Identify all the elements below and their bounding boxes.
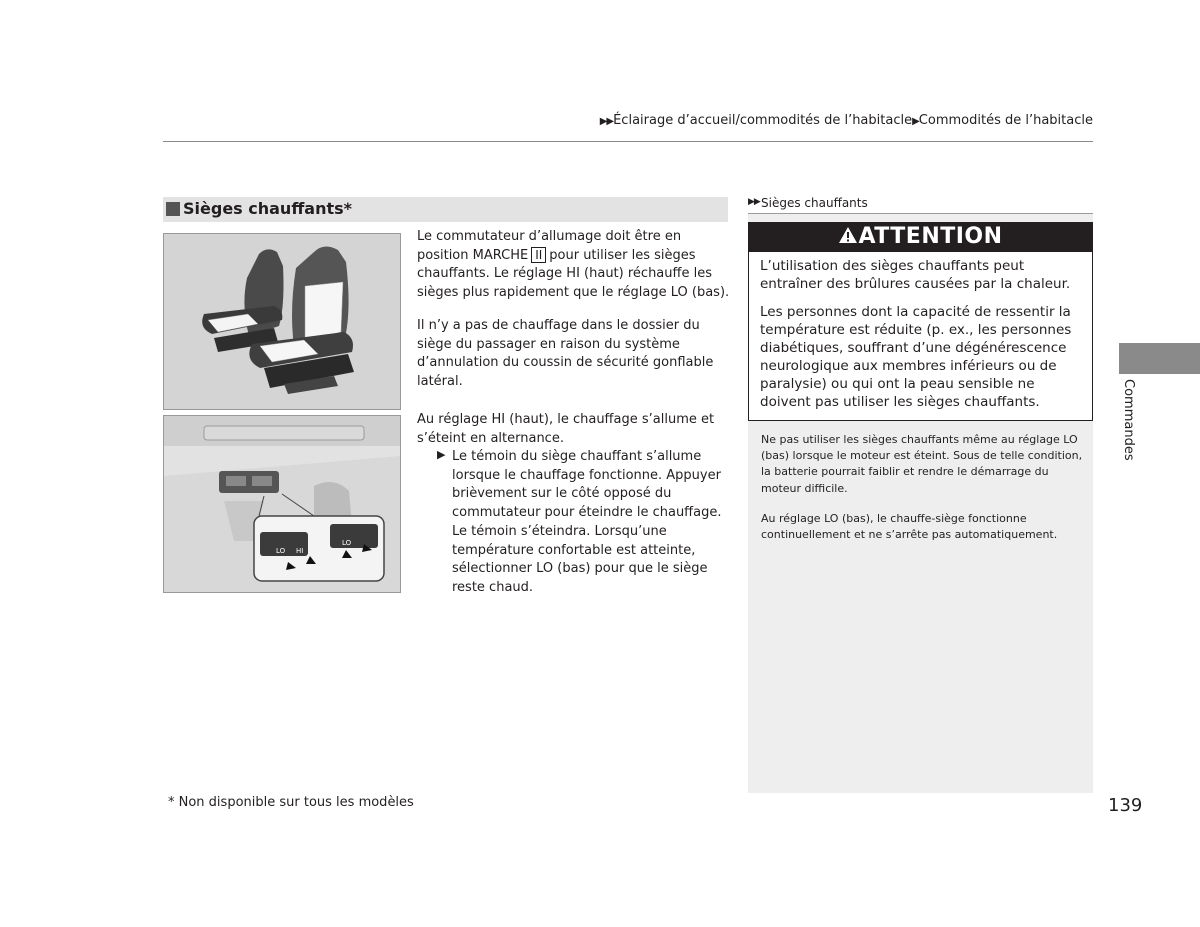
- section-title: Sièges chauffants*: [183, 199, 353, 218]
- attention-label: ATTENTION: [858, 224, 1003, 249]
- side-heading-arrow-icon: ▶▶: [748, 197, 760, 207]
- intro-text-start: Le commutateur d’allumage doit être en position MARCHE: [417, 229, 682, 263]
- passenger-backrest-paragraph: Il n’y a pas de chauffage dans le dossier du siège du passager en raison du système d’annulation du coussin de sécurité gonflable latéral.: [417, 318, 714, 390]
- heated-seat-switch-illustration: [163, 415, 401, 593]
- side-heading-text: Sièges chauffants: [761, 196, 868, 210]
- hi-setting-paragraph: Au réglage HI (haut), le chauffage s’allume et s’éteint en alternance.: [417, 412, 715, 446]
- breadcrumb-part-1: Éclairage d’accueil/commodités de l’habitacle: [613, 113, 913, 128]
- breadcrumb-part-2: Commodités de l’habitacle: [918, 113, 1093, 128]
- breadcrumb-separator-icon: ▶: [912, 116, 919, 127]
- intro-text-end: pour utiliser les sièges chauffants. Le réglage HI (haut) réchauffe les sièges plus rapidement que le réglage LO (bas).: [417, 247, 730, 301]
- switch-label-lo-right: LO: [342, 539, 352, 547]
- heated-seats-illustration: [163, 233, 401, 410]
- attention-banner: [748, 222, 1093, 252]
- warning-triangle-icon: [838, 226, 858, 244]
- indicator-paragraph: Le témoin du siège chauffant s’allume lorsque le chauffage fonctionne. Appuyer brièvement sur le côté opposé du commutateur pour éteindre le chauffage. Le témoin s’éteindra. Lorsqu’une température confortable est atteinte, sélectionner LO (bas) pour que le siège reste chaud.: [452, 449, 722, 595]
- side-notes-heading: [748, 197, 1093, 214]
- ignition-position-key: II: [531, 247, 546, 263]
- note-paragraph-1: Ne pas utiliser les sièges chauffants même au réglage LO (bas) lorsque le moteur est éteint. Sous de telle condition, la batterie pourrait faiblir et rendre le démarrage du moteur difficile.: [761, 433, 1083, 495]
- intro-paragraph: [417, 228, 732, 303]
- seats-image: [164, 234, 400, 409]
- breadcrumb: [600, 113, 1093, 128]
- switch-label-lo-left: LO: [276, 547, 286, 555]
- section-marker-icon: [166, 202, 180, 216]
- console-image: [164, 416, 400, 592]
- chapter-tab-label: Commandes: [1121, 379, 1136, 461]
- chapter-tab: [1119, 343, 1200, 374]
- note-paragraph-2: Au réglage LO (bas), le chauffe-siège fonctionne continuellement et ne s’arrête pas automatiquement.: [761, 512, 1058, 542]
- attention-paragraph-2: Les personnes dont la capacité de ressentir la température est réduite (p. ex., les personnes diabétiques, souffrant d’une dégénérescence neurologique aux membres inférieurs ou de paralysie) ou qui ont la peau sensible ne doivent pas utiliser les sièges chauffants.: [760, 304, 1072, 410]
- page-number: 139: [1108, 795, 1143, 816]
- switch-label-hi-left: HI: [296, 547, 304, 555]
- footnote: * Non disponible sur tous les modèles: [168, 795, 414, 810]
- bullet-arrow-icon: ▶: [437, 448, 446, 461]
- header-divider: [163, 141, 1093, 142]
- breadcrumb-arrow-icon: ▶▶: [599, 116, 614, 127]
- section-heading: [163, 197, 728, 222]
- attention-paragraph-1: L’utilisation des sièges chauffants peut entraîner des brûlures causées par la chaleur.: [760, 258, 1071, 292]
